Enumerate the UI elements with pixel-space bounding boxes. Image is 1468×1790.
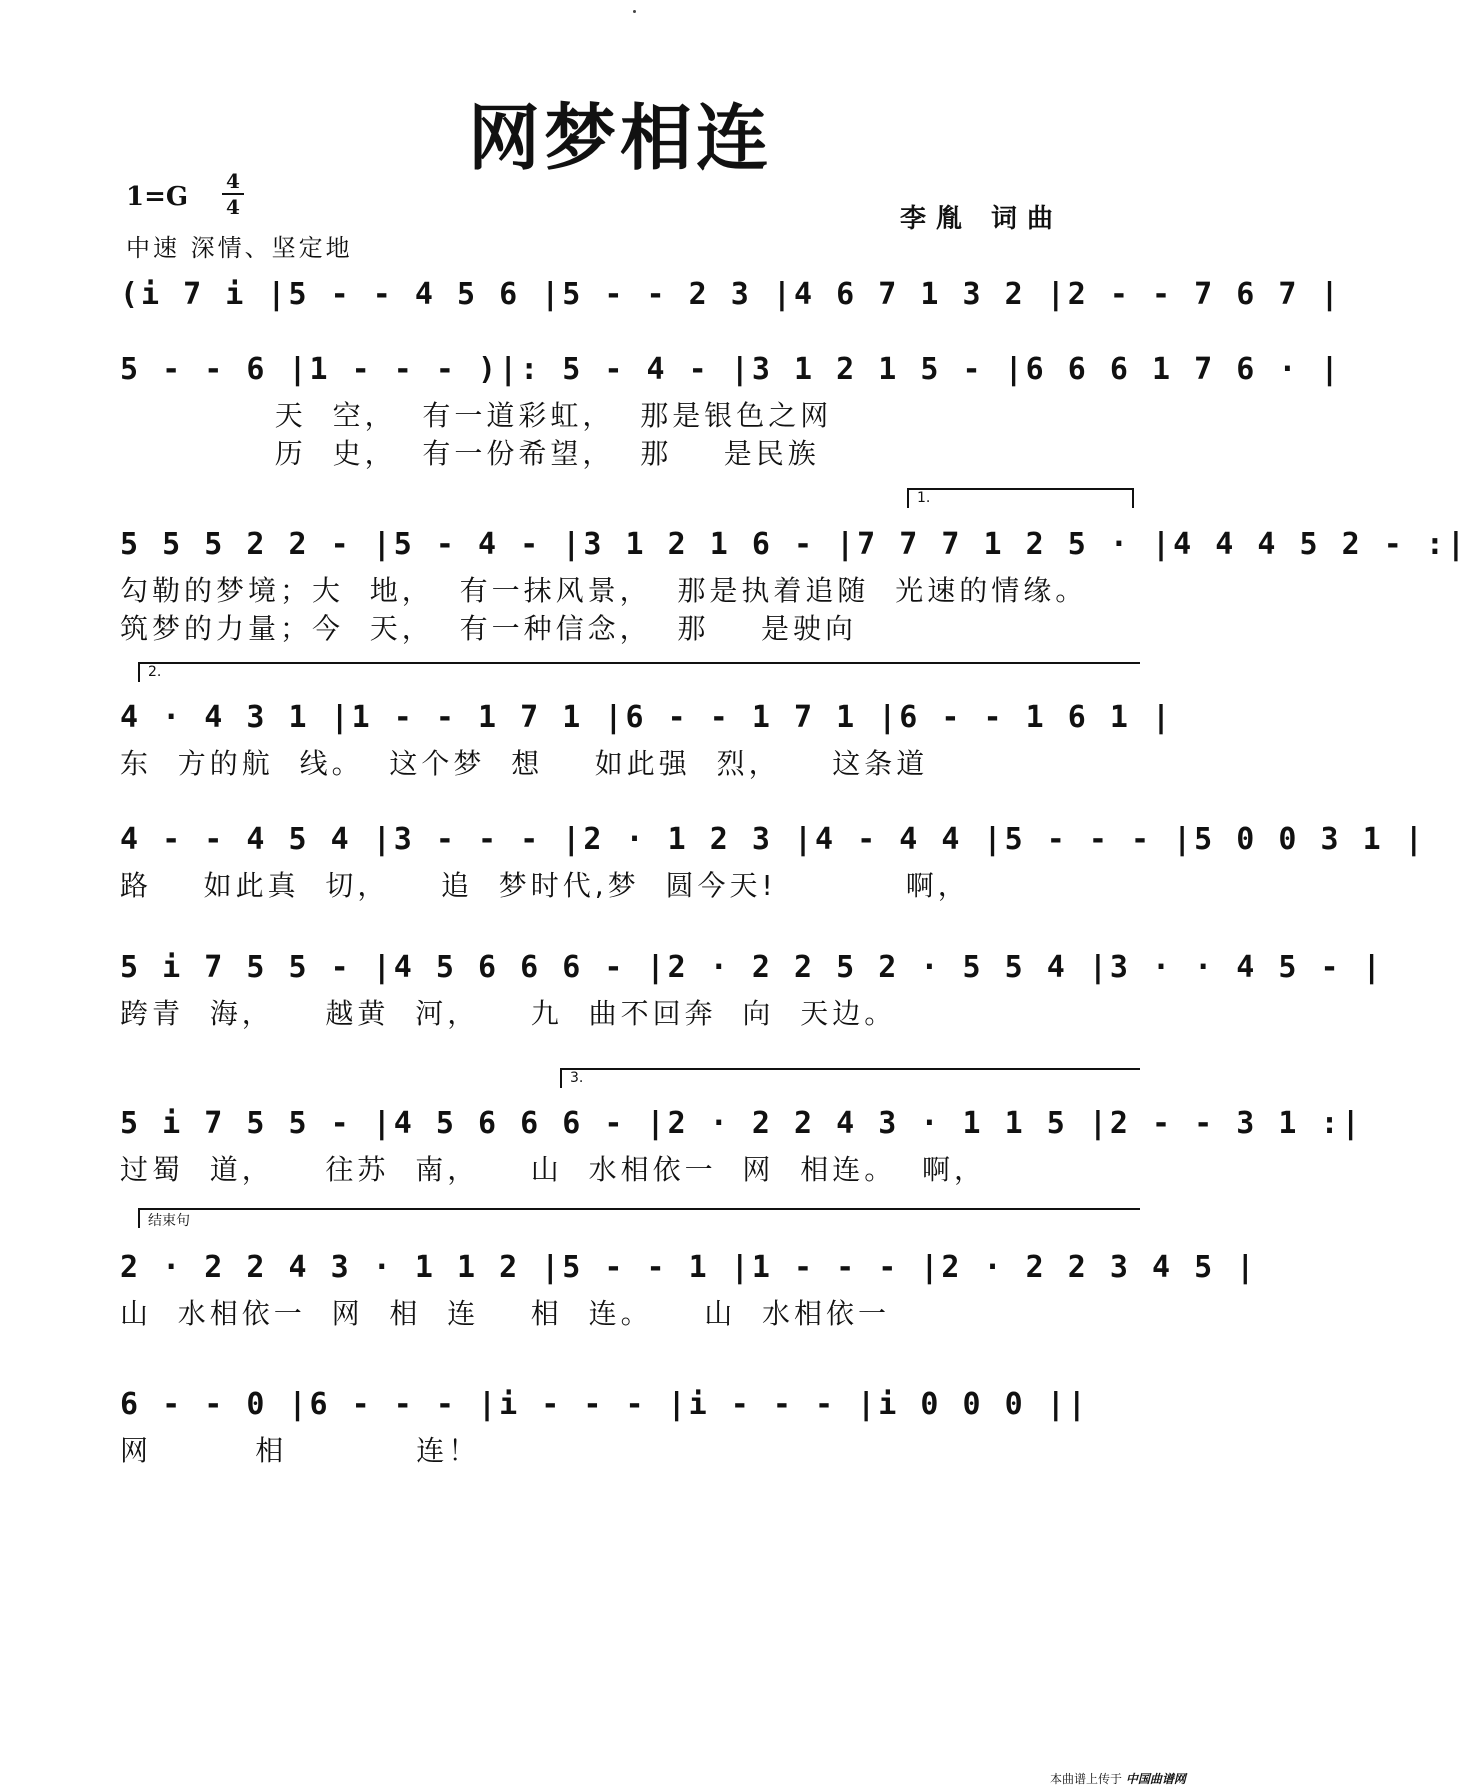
lyrics: 跨青 海， 越黄 河， 九 曲不回奔 向 天边。 [120, 997, 897, 1030]
lyrics: 过蜀 道， 往苏 南， 山 水相依一 网 相连。 啊， [120, 1153, 987, 1186]
tempo-marking: 中速 深情、坚定地 [126, 234, 353, 262]
author-credit: 李胤 词曲 [900, 204, 1064, 234]
notation: 2 · 2 2 4 3 · 1 1 2 |5 - - 1 |1 - - - |2 · 2 2 3 4 5 | [120, 1250, 1258, 1285]
notation: 5 5 5 2 2 - |5 - 4 - |3 1 2 1 6 - |7 7 7 1 2 5 · |4 4 4 5 2 - :| [120, 527, 1468, 562]
meter-bottom: 4 [226, 195, 240, 219]
lyrics: 网 相 连！ [120, 1434, 481, 1467]
site-logo-text[interactable]: 中国曲谱网 [1125, 1772, 1186, 1786]
coda-bracket: 结束句 [138, 1208, 1140, 1228]
lyrics-verse-1: 勾勒的梦境；大 地， 有一抹风景， 那是执着追随 光速的情缘。 [120, 574, 1088, 607]
notation: 4 - - 4 5 4 |3 - - - |2 · 1 2 3 |4 - 4 4 |5 - - - |5 0 0 3 1 | [120, 822, 1426, 857]
notation: 4 · 4 3 1 |1 - - 1 7 1 |6 - - 1 7 1 |6 - - 1 6 1 | [120, 700, 1174, 735]
song-title: 网梦相连 [467, 96, 772, 180]
notation: 5 i 7 5 5 - |4 5 6 6 6 - |2 · 2 2 4 3 · 1 1 5 |2 - - 3 1 :| [120, 1106, 1363, 1141]
lyrics-verse-2: 筑梦的力量；今 天， 有一种信念， 那 是驶向 [120, 612, 858, 645]
meter-top: 4 [226, 169, 240, 193]
upload-text: 本曲谱上传于 [1050, 1772, 1123, 1786]
speck [633, 10, 636, 13]
ending-2-bracket: 2. [138, 662, 1140, 682]
time-signature [222, 170, 244, 218]
notation: 5 - - 6 |1 - - - )|: 5 - 4 - |3 1 2 1 5 - |6 6 6 1 7 6 · | [120, 352, 1342, 387]
upload-credit [1050, 1770, 1186, 1787]
notation: 6 - - 0 |6 - - - |i - - - |i - - - |i 0 0 0 || [120, 1387, 1089, 1422]
ending-3-bracket: 3. [560, 1068, 1140, 1088]
ending-1-bracket: 1. [907, 488, 1134, 508]
lyrics: 东 方的航 线。 这个梦 想 如此强 烈， 这条道 [120, 747, 929, 780]
key-signature: 1=G [126, 182, 189, 212]
lyrics: 路 如此真 切， 追 梦时代,梦 圆今天! 啊， [120, 869, 970, 902]
lyrics: 山 水相依一 网 相 连 相 连。 山 水相依一 [120, 1297, 891, 1330]
notation: (i 7 i |5 - - 4 5 6 |5 - - 2 3 |4 6 7 1 3 2 |2 - - 7 6 7 | [120, 277, 1342, 312]
notation: 5 i 7 5 5 - |4 5 6 6 6 - |2 · 2 2 5 2 · 5 5 4 |3 · · 4 5 - | [120, 950, 1384, 985]
lyrics-verse-1: 天 空， 有一道彩虹， 那是银色之网 [120, 399, 833, 432]
lyrics-verse-2: 历 史， 有一份希望， 那 是民族 [120, 437, 820, 470]
